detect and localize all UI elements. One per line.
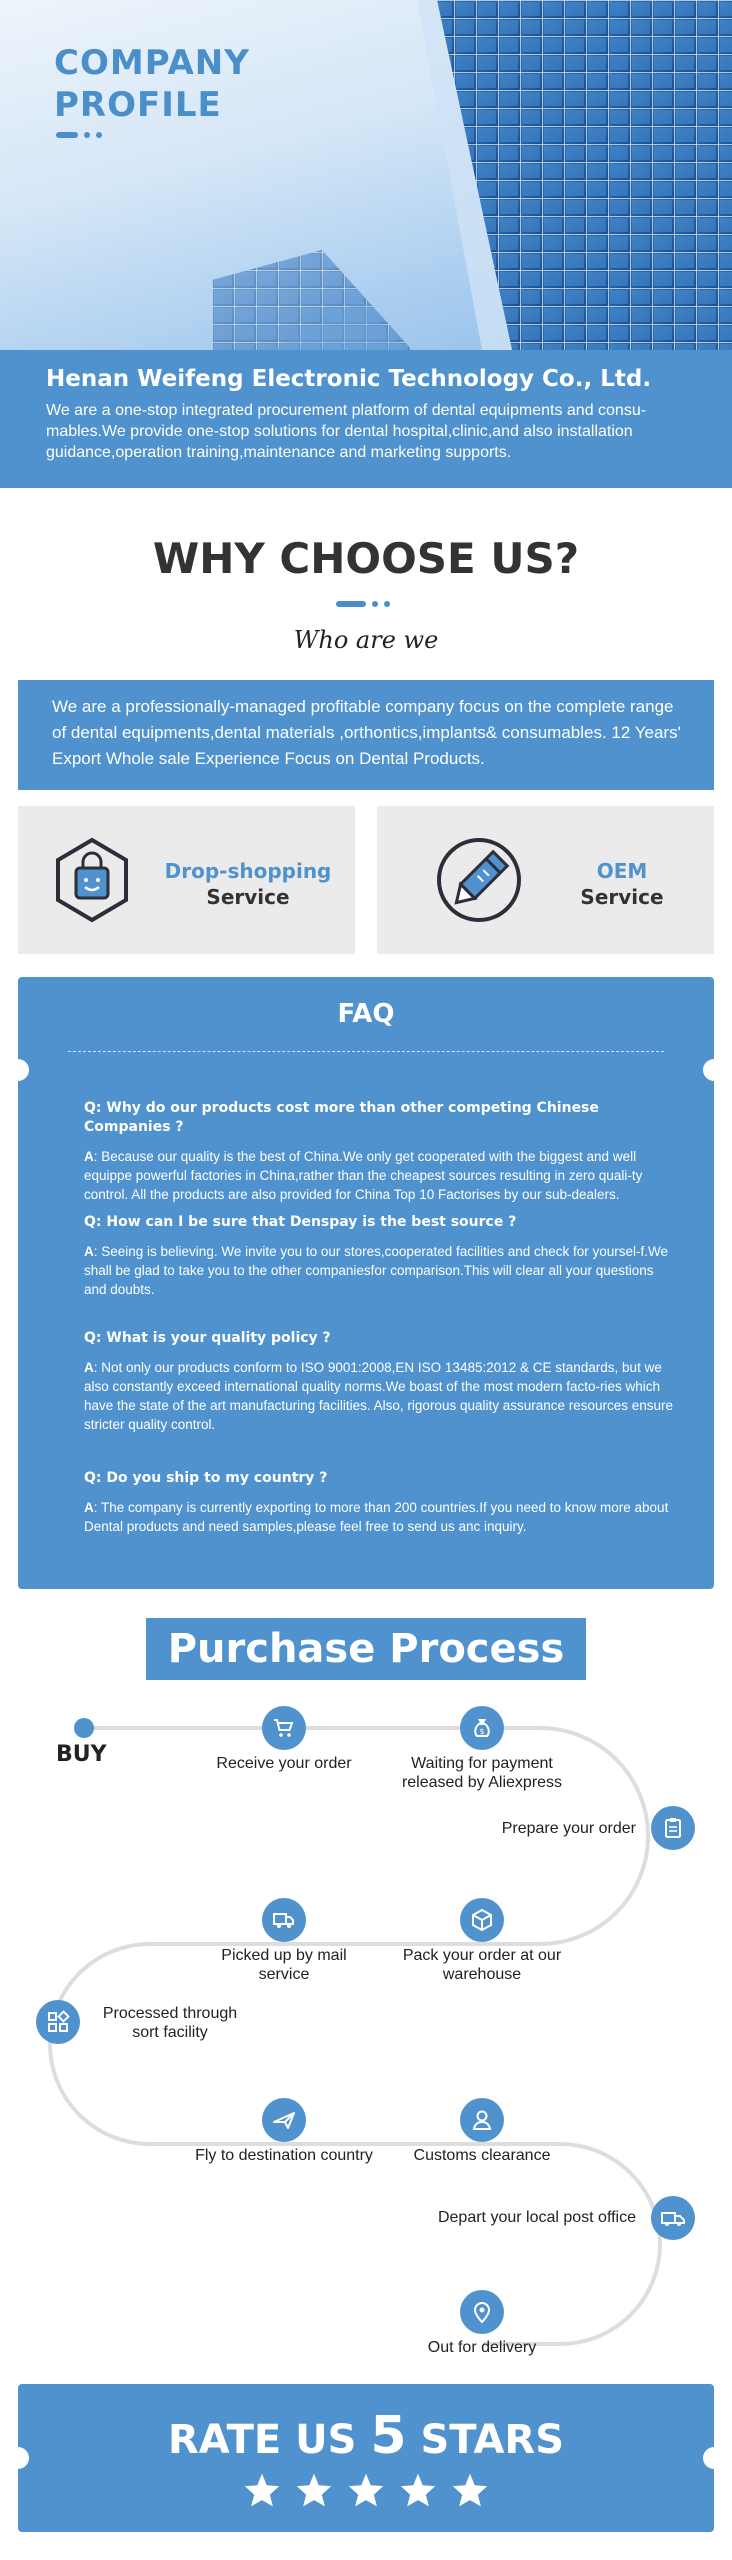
step-label: Depart your local post office — [437, 2209, 636, 2226]
step-label: Processed through sort facility — [102, 2005, 238, 2041]
star-icon — [295, 2472, 333, 2508]
faq-question: Q: How can I be sure that Denspay is the best source ? — [84, 1214, 517, 1230]
rate-suffix: STARS — [420, 2417, 565, 2463]
faq-answer: A: Not only our products conform to ISO 9001:2008,EN ISO 13485:2012 & CE standards, but we also constantly exceed international quality norms.We boast of the most modern facto-ries which have the state of the art manufacturing facilities. Also, rigorous quality assurance resources ensure stricter quality control. — [84, 1360, 674, 1432]
star-icon — [399, 2472, 437, 2508]
faq-question: Q: Why do our products cost more than other competing Chinese Companies ? — [84, 1100, 599, 1135]
step-label: Picked up by mail service — [221, 1947, 347, 1983]
service-title-dropshopping: Drop-shopping — [164, 859, 332, 883]
hero-title-line1: COMPANY — [54, 43, 250, 83]
money-bag-icon — [460, 1706, 504, 1750]
step-label: Receive your order — [216, 1755, 352, 1772]
hero-title-line2: PROFILE — [54, 85, 222, 125]
company-name: Henan Weifeng Electronic Technology Co., Ltd. — [46, 366, 652, 392]
rate-prefix: RATE US — [167, 2417, 357, 2463]
shopping-bag-icon — [52, 836, 132, 924]
company-band — [0, 350, 732, 488]
star-icon — [243, 2472, 281, 2508]
why-dots-decoration — [336, 601, 390, 607]
faq-question: Q: What is your quality policy ? — [84, 1330, 331, 1346]
service-subtitle-oem: Service — [580, 885, 664, 909]
van-icon — [651, 2196, 695, 2240]
hero-banner — [0, 0, 732, 350]
clipboard-icon — [651, 1806, 695, 1850]
svg-text:$: $ — [479, 1727, 485, 1736]
why-subtitle: Who are we — [293, 626, 439, 654]
rate-banner — [18, 2384, 714, 2532]
purchase-process-title: Purchase Process — [146, 1618, 586, 1680]
service-subtitle-dropshopping: Service — [206, 885, 290, 909]
faq-item — [84, 1329, 674, 1434]
company-description: We are a one-stop integrated procurement platform of dental equipments and consu-mables.We provide one-stop solutions for dental hospital,clinic,and also installation guidance,operation training,maintenance and marketing supports. — [46, 402, 647, 461]
step-label: Pack your order at our warehouse — [402, 1947, 562, 1983]
step-label: Customs clearance — [413, 2147, 551, 2164]
cart-icon — [262, 1706, 306, 1750]
pencil-icon — [435, 836, 523, 924]
faq-item — [84, 1099, 674, 1204]
buy-label: BUY — [56, 1742, 107, 1767]
faq-divider — [68, 1051, 664, 1052]
about-box: We are a professionally-managed profitable company focus on the complete range of dental equipments,dental materials ,orthontics,implants& consumables. 12 Years' Export Whole sale Experience Focus on Dental Products. — [18, 680, 714, 790]
service-text-oem — [557, 858, 687, 910]
faq-section — [18, 977, 714, 1589]
hero-dots-decoration — [56, 132, 102, 138]
location-pin-icon — [460, 2290, 504, 2334]
why-title: WHY CHOOSE US? — [152, 534, 580, 583]
delivery-truck-icon — [262, 1898, 306, 1942]
star-rating — [18, 2472, 714, 2508]
faq-title: FAQ — [337, 999, 395, 1029]
service-title-oem: OEM — [596, 859, 648, 883]
box-icon — [460, 1898, 504, 1942]
star-icon — [347, 2472, 385, 2508]
airplane-icon — [262, 2098, 306, 2142]
faq-item — [84, 1469, 674, 1536]
faq-answer: A: The company is currently exporting to more than 200 countries.If you need to know more about Dental products and need samples,please feel free to send us anc inquiry. — [84, 1500, 669, 1534]
rate-text — [18, 2406, 714, 2466]
faq-answer: A: Seeing is believing. We invite you to our stores,cooperated facilities and check for yoursel-f.We shall be glad to take you to the other companiesfor comparison.This will clear all your questions and doubts. — [84, 1244, 669, 1297]
service-card-oem — [377, 806, 714, 954]
building-illustration — [212, 0, 732, 350]
rate-number: 5 — [370, 2406, 407, 2466]
grid-icon — [36, 2000, 80, 2044]
faq-question: Q: Do you ship to my country ? — [84, 1470, 328, 1486]
service-card-dropshopping — [18, 806, 355, 954]
person-icon — [460, 2098, 504, 2142]
faq-answer: A: Because our quality is the best of China.We only get cooperated with the biggest and well equippe powerful factories in China,rather than the cheapest sources resulting in zero quali-ty control. All the products are also provided for China Top 10 Factorises by our sub-dealers. — [84, 1149, 643, 1202]
service-text-dropshopping — [158, 858, 338, 910]
hero-title — [54, 42, 250, 126]
step-label: Prepare your order — [501, 1820, 636, 1837]
step-label: Fly to destination country — [195, 2147, 373, 2164]
step-label: Out for delivery — [427, 2339, 537, 2356]
star-icon — [451, 2472, 489, 2508]
faq-item — [84, 1213, 674, 1299]
step-label: Waiting for payment released by Aliexpress — [401, 1755, 563, 1791]
